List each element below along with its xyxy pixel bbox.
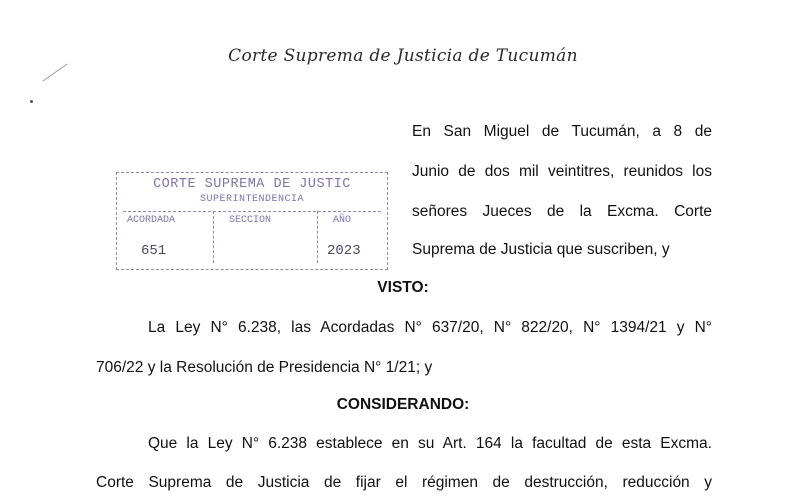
visto-line-1: La Ley N° 6.238, las Acordadas N° 637/20, N° 822/20, N° 1394/21 y N° — [148, 319, 712, 336]
superintendence-stamp — [116, 172, 388, 270]
intro-line-1: En San Miguel de Tucumán, a 8 de — [412, 123, 712, 140]
intro-line-3: señores Jueces de la Excma. Corte — [412, 203, 712, 220]
visto-line-2: 706/22 y la Resolución de Presidencia N° 1/21; y — [96, 359, 433, 376]
stamp-column-divider — [317, 211, 318, 263]
stamp-column-divider — [213, 211, 214, 263]
visto-heading: VISTO: — [377, 279, 429, 296]
considerando-line-2: Corte Suprema de Justicia de fijar el régimen de destrucción, reducción y — [96, 474, 712, 491]
stamp-seccion-header: SECCION — [229, 215, 272, 226]
considerando-line-1: Que la Ley N° 6.238 establece en su Art. 164 la facultad de esta Excma. — [148, 435, 712, 452]
stamp-year-header: AÑO — [333, 215, 352, 226]
stamp-divider — [123, 211, 381, 212]
stamp-title: CORTE SUPREMA DE JUSTIC — [153, 177, 351, 192]
intro-line-2: Junio de dos mil veintitres, reunidos los — [412, 163, 712, 180]
intro-line-4: Suprema de Justicia que suscriben, y — [412, 241, 670, 258]
court-letterhead: Corte Suprema de Justicia de Tucumán — [228, 46, 578, 66]
stamp-acordada-number: 651 — [141, 243, 167, 259]
considerando-heading: CONSIDERANDO: — [336, 396, 470, 413]
margin-mark — [42, 63, 67, 81]
margin-dot — [30, 100, 33, 103]
stamp-subtitle: SUPERINTENDENCIA — [199, 194, 304, 205]
stamp-year: 2023 — [327, 243, 361, 259]
stamp-acordada-header: ACORDADA — [127, 215, 176, 226]
